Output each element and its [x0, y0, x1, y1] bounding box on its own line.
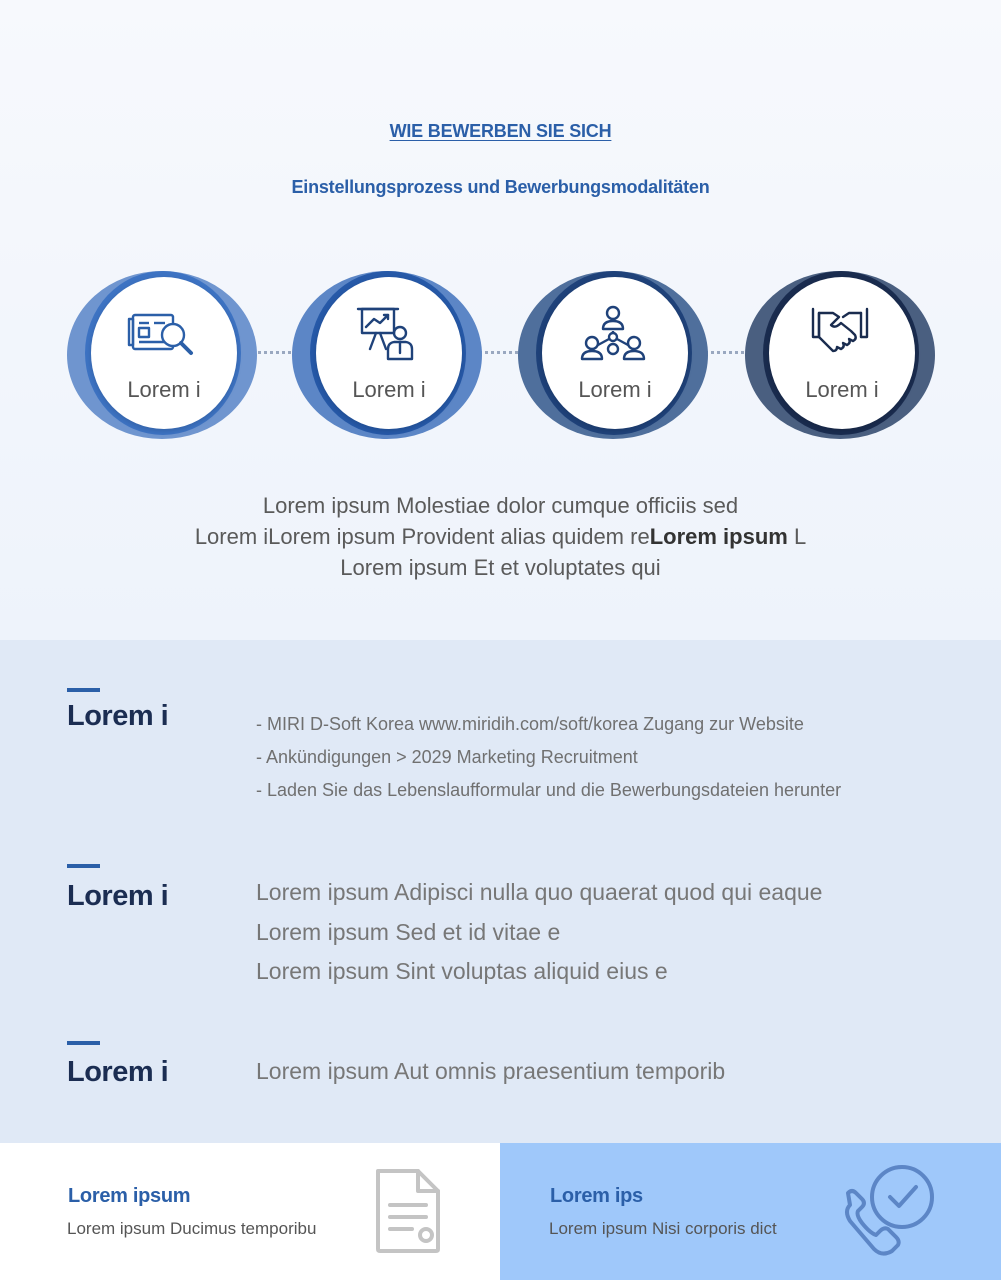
card-title: Lorem ipsum	[68, 1185, 191, 1207]
heading-accent-bar	[67, 688, 100, 692]
list-item: - MIRI D-Soft Korea www.miridih.com/soft/korea Zugang zur Website	[256, 714, 804, 734]
heading-accent-bar	[67, 1041, 100, 1045]
intro-text: Lorem iLorem ipsum Provident alias quidem re	[194, 524, 650, 549]
intro-line	[0, 521, 1001, 552]
heading-accent-bar	[67, 864, 100, 868]
list-item: Lorem ipsum Adipisci nulla quo quaerat quod qui eaque	[256, 879, 823, 905]
card-text: Lorem ipsum Nisi corporis dict	[549, 1219, 777, 1238]
intro-line: Lorem ipsum Molestiae dolor cumque officiis sed	[262, 493, 739, 518]
process-steps	[0, 265, 1001, 445]
contact-card-phone[interactable]	[500, 1143, 1001, 1280]
step-label: Lorem i	[578, 377, 652, 402]
document-icon	[372, 1167, 444, 1255]
section-list	[256, 873, 822, 992]
intro-text: L	[787, 524, 807, 549]
phone-check-icon	[836, 1161, 940, 1261]
list-item: - Laden Sie das Lebenslaufformular und die Bewerbungsdateien herunter	[256, 780, 842, 800]
section-heading: Lorem i	[67, 1056, 169, 1088]
process-step-3	[518, 265, 708, 445]
section-heading: Lorem i	[67, 880, 169, 912]
card-text: Lorem ipsum Ducimus temporibu	[67, 1219, 317, 1238]
team-icon	[578, 303, 648, 363]
card-title: Lorem ips	[550, 1185, 643, 1207]
step-label: Lorem i	[805, 377, 879, 402]
process-step-1	[67, 265, 257, 445]
section-list	[256, 708, 841, 807]
page-subtitle: Einstellungsprozess und Bewerbungsmodalitäten	[291, 177, 710, 197]
list-item: Lorem ipsum Aut omnis praesentium temporib	[256, 1058, 726, 1084]
section-heading: Lorem i	[67, 700, 169, 732]
list-item: Lorem ipsum Sint voluptas aliquid eius e	[256, 958, 668, 984]
intro-line: Lorem ipsum Et et voluptates qui	[340, 555, 661, 580]
details-section	[0, 640, 1001, 1143]
contact-card-document[interactable]	[0, 1143, 500, 1280]
process-step-2	[292, 265, 482, 445]
presentation-icon	[352, 303, 422, 363]
list-item: Lorem ipsum Sed et id vitae e	[256, 918, 561, 945]
intro-paragraph	[0, 490, 1001, 583]
step-label: Lorem i	[352, 377, 426, 402]
eyebrow-title[interactable]: WIE BEWERBEN SIE SICH	[389, 121, 612, 141]
document-search-icon	[127, 303, 197, 363]
step-label: Lorem i	[127, 377, 201, 402]
process-step-4	[745, 265, 935, 445]
section-list	[256, 1052, 725, 1092]
intro-emphasis: Lorem ipsum	[649, 524, 788, 549]
list-item: - Ankündigungen > 2029 Marketing Recruitment	[256, 747, 638, 767]
handshake-icon	[805, 303, 875, 363]
